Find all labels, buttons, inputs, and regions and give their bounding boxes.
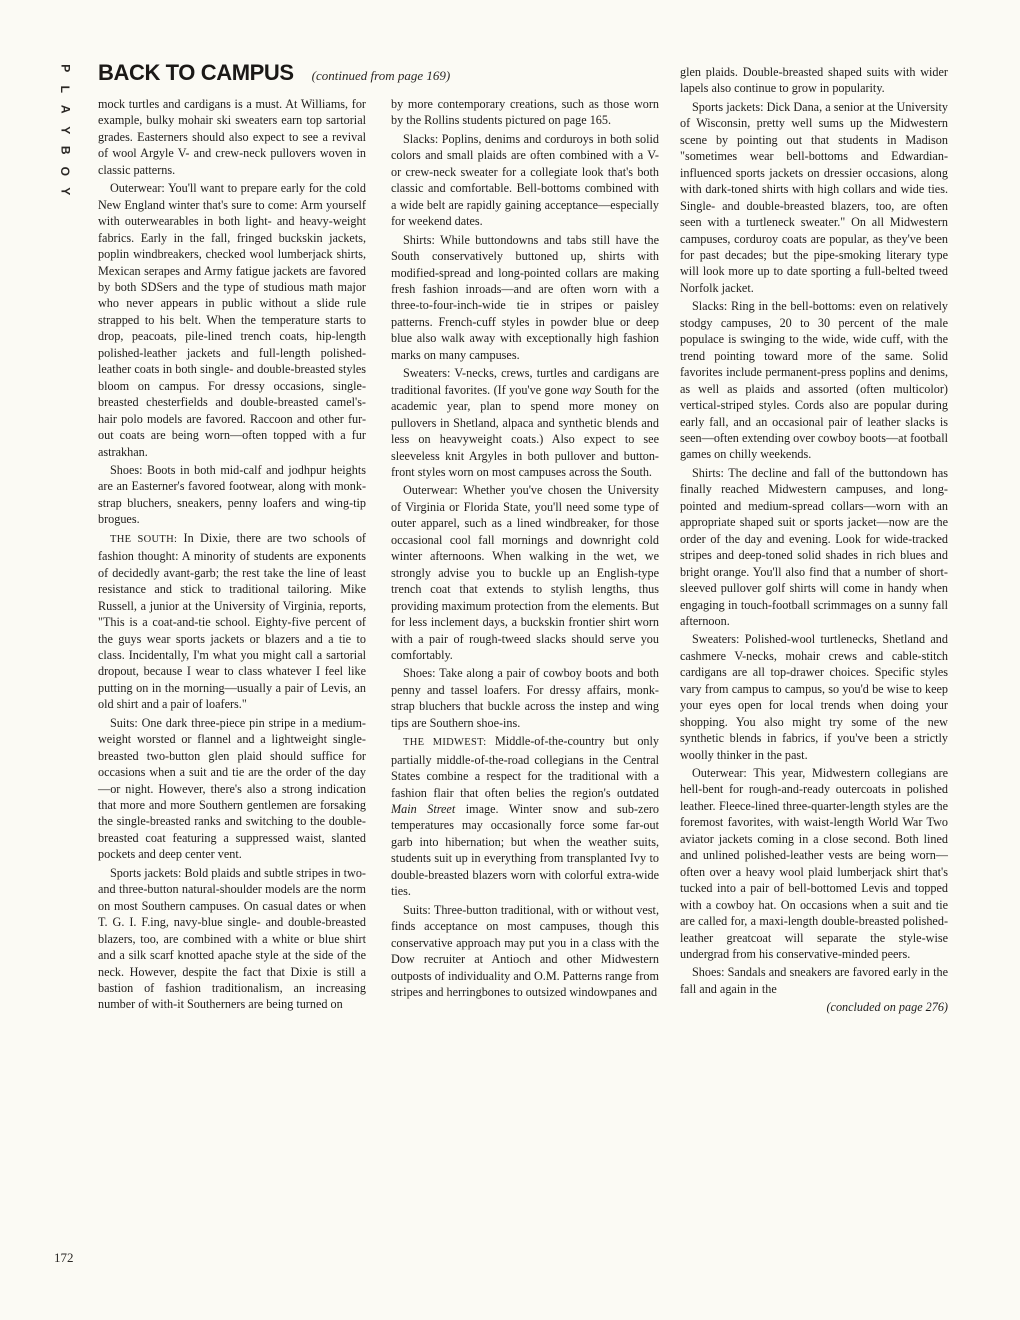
paragraph — [98, 530, 366, 713]
paragraph-text: image. Winter snow and sub-zero temperatures may occasionally force some far-out garb into hibernation; but when the weather suits, students suit up in everything from transplanted Ivy to double-breasted blazers worn with colorful extra-wide ties. — [391, 802, 659, 899]
text-column-3 — [680, 64, 948, 1018]
paragraph: Shoes: Sandals and sneakers are favored early in the fall and again in the — [680, 965, 948, 996]
concluded-on-note — [680, 999, 948, 1015]
paragraph: Shirts: While buttondowns and tabs still have the South conservatively buttoned up, shirts with modified-spread and long-pointed collars are making fresh fashion inroads—and are often worn with a three-to-four-inch-wide tie in stripes or paisley patterns. French-cuff styles in powder blue or deep blue also walk away with exceptionally high fashion marks on many campuses. — [391, 232, 659, 362]
paragraph: by more contemporary creations, such as those worn by the Rollins students pictured on page 165. — [391, 97, 659, 128]
paragraph: Suits: Three-button traditional, with or without vest, finds acceptance on most campuses, though this conservative approach may put you in a class with the Dow recruiter at Antioch and other Midwestern outposts of individuality and O.M. Patterns range from stripes and herringbones to outsized windowpanes and — [391, 902, 659, 1000]
paragraph: Shoes: Take along a pair of cowboy boots and both penny and tassel loafers. For dressy affairs, monk-strap bluchers that buckle across the instep and wing tips are Southern shoe-ins. — [391, 666, 659, 730]
sidebar-letter: Y — [58, 187, 73, 196]
paragraph: Sweaters: Polished-wool turtlenecks, Shetland and cashmere V-necks, mohair crews and cable-stitch cardigans are all top-drawer choices. Specific styles vary from campus to campus, so you'd be wise to keep your eyes open for local trends when doing your shopping. You also might try some of the new synthetic blends in fabrics, if you've been a strictly woolly thinker in the past. — [680, 632, 948, 762]
sidebar-letter: Y — [58, 125, 73, 134]
page-number: 172 — [54, 1250, 74, 1265]
paragraph: Sports jackets: Bold plaids and subtle stripes in two- and three-button natural-shoulder models are the norm on most Southern campuses. On casual dates or when T. G. I. F.ing, navy-blue single- and double-breasted blazers, too, are combined with a white or blue shirt and a silk scarf knotted apache style at the side of the neck. However, despite the fact that Dixie is still a bastion of fashion traditionalism, an increasing number of with-it Southerners are being turned on — [98, 865, 366, 1012]
paragraph-text: Middle-of-the-country but only partially middle-of-the-road collegians in the Central States combine a respect for the traditional with a fashion flair that often belies the region's outdated — [391, 734, 659, 800]
section-lead: THE SOUTH: — [110, 533, 178, 545]
magazine-sidebar — [54, 58, 76, 202]
paragraph: Sports jackets: Dick Dana, a senior at the University of Wisconsin, pretty well sums up the Midwestern scene by pointing out that students in Madison "sometimes wear bell-bottoms and Edwardian-influenced sports jackets on dressier occasions, along with dark-toned shirts with high collars and wide ties. Single- and double-breasted blazers, too, are often seen with a turtleneck sweater." On all Midwestern campuses, corduroy coats are popular, as they've been for past decades; but the pipe-smoking literary type will look more up to date sporting a full-belted tweed Norfolk jacket. — [680, 99, 948, 295]
article-title: BACK TO CAMPUS — [98, 60, 294, 85]
paragraph: Slacks: Ring in the bell-bottoms: even on relatively stodgy campuses, 20 to 30 percent of the male populace is swinging to the wide, wide cuff, with the trend pointing toward more of the same. Solid favorites include permanent-press poplins and denims, as well as plaids and assorted (often multicolor) vertical-striped styles. Cords also are popular during early fall, and an occasional pair of leather slacks is seen—often extending over cowboy boots—at football games on chilly weekends. — [680, 299, 948, 462]
section-lead: THE MIDWEST: — [403, 737, 487, 749]
paragraph: Outerwear: This year, Midwestern collegians are hell-bent for rough-and-ready outercoats in polished leather. Fleece-lined three-quarter-length styles are the foremost favorites, with waist-length World War Two aviator jackets coming in a close second. Both lined and unlined polished-leather vests are being worn—often over a heavy wool plaid lumberjack shirt that's tucked into a pair of bell-bottomed Levis and topped with a cowboy hat. On occasions when a suit and tie are called for, a maxi-length double-breasted polished-leather greatcoat will separate the style-wise undergrad from his conservative-minded peers. — [680, 766, 948, 962]
paragraph-text: In Dixie, there are two schools of fashion thought: A minority of students are exponents of decidedly avant-garb; the rest take the line of least resistance and stick to traditional tailoring. Mike Russell, a junior at the University of Virginia, reports, "This is a coat-and-tie school. Eighty-five percent of the guys wear sports jackets or blazers and a tie to class. Incidentally, I'm what you might call a sartorial dropout, because I wear to class whatever I feel like putting on in the morning—usually a pair of Levis, an old shirt and a pair of loafers." — [98, 530, 366, 712]
paragraph — [391, 365, 659, 480]
text-column-1 — [98, 96, 366, 1015]
sidebar-letter: B — [58, 145, 73, 155]
emphasis: Main Street — [391, 802, 456, 817]
paragraph: Slacks: Poplins, denims and corduroys in both solid colors and small plaids are often combined with a V- or crew-neck sweater for a collegiate look that's both classic and comfortable. Bell-bottoms combined with a wide belt are rapidly gaining acceptance—especially for weekend dates. — [391, 131, 659, 229]
sidebar-letter: P — [58, 64, 73, 73]
sidebar-letter: A — [58, 104, 73, 114]
emphasis: way — [571, 382, 592, 397]
paragraph: Suits: One dark three-piece pin stripe in a medium-weight worsted or flannel and a lightweight single-breasted two-button glen plaid should suffice for occasions when a suit and tie are the order of the day—or night. However, there's also a strong indication that more and more Southern gentlemen are forsaking the single-breasted ranks and switching to the double-breasted coat featuring a suppressed waist, slanted pockets and deep center vent. — [98, 715, 366, 862]
paragraph — [391, 733, 659, 900]
text-column-2 — [391, 96, 659, 1002]
paragraph: glen plaids. Double-breasted shaped suits with wider lapels also continue to grow in popularity. — [680, 65, 948, 96]
article-header — [98, 60, 450, 86]
paragraph: mock turtles and cardigans is a must. At Williams, for example, bulky mohair ski sweaters earn top sartorial grades. Easterners should also expect to see a revival of wool Argyle V- and crew-neck pullovers woven in classic patterns. — [98, 97, 366, 177]
emphasis: (concluded on page 276) — [826, 1000, 948, 1015]
paragraph: Outerwear: Whether you've chosen the University of Virginia or Florida State, you'll need some type of outer apparel, such as a lined windbreaker, for those occasional cool fall mornings and downright cold winter afternoons. When walking in the wet, we strongly advise you to buckle up an English-type trench coat that extends to stylish lengths, thus providing maximum protection from the elements. But for less inclement days, a buckskin frontier shirt worn with a pair of rough-tweed slacks should serve you comfortably. — [391, 483, 659, 662]
paragraph: Shoes: Boots in both mid-calf and jodhpur heights are an Easterner's favored footwear, along with monk-strap bluchers, sneakers, penny loafers and wing-tip brogues. — [98, 462, 366, 527]
paragraph: Outerwear: You'll want to prepare early for the cold New England winter that's sure to come: Arm yourself with outerwearables in both light- and heavy-weight fabrics. Early in the fall, fringed buckskin jackets, poplin windbreakers, checked wool lumberjack shirts, Mexican serapes and Army fatigue jackets are favored by both SDSers and the type of studious math major who never appears in public without a slide rule strapped to his belt. When the temperature starts to drop, peacoats, pile-lined trench coats, hip-length polished-leather jackets and full-length polished-leather coats in both single- and double-breasted styles bloom on campus. For dressy occasions, single-breasted chesterfields and double-breasted camel's-hair polo models are favored. Raccoon and other fur-out coats are being worn—often topped with a fur astrakhan. — [98, 181, 366, 459]
paragraph-text: Sweaters: V-necks, crews, turtles and cardigans are traditional favorites. (If you've gone — [391, 366, 659, 397]
paragraph: Shirts: The decline and fall of the buttondown has finally reached Midwestern campuses, and long-pointed and medium-spread collars—worn with an appropriate shaped suit or sports jacket—now are the order of the day and evening. Look for wide-tracked stripes and deep-toned solid shades in rich blues and bright orange. You'll also find that a number of short-sleeved pullover golf shirts will come in handy when engaging in touch-football scrimmages on a sunny fall afternoon. — [680, 465, 948, 628]
continued-from-note: (continued from page 169) — [311, 68, 451, 83]
sidebar-letter: L — [58, 85, 73, 93]
paragraph-text: South for the academic year, plan to spend more money on pullovers in Shetland, alpaca and synthetic blends and less on heavyweight coats.) Also expect to see sleeveless knit Argyles in both pullover and button-front styles worn on most campuses across the South. — [391, 382, 660, 479]
sidebar-letter: O — [58, 166, 73, 176]
